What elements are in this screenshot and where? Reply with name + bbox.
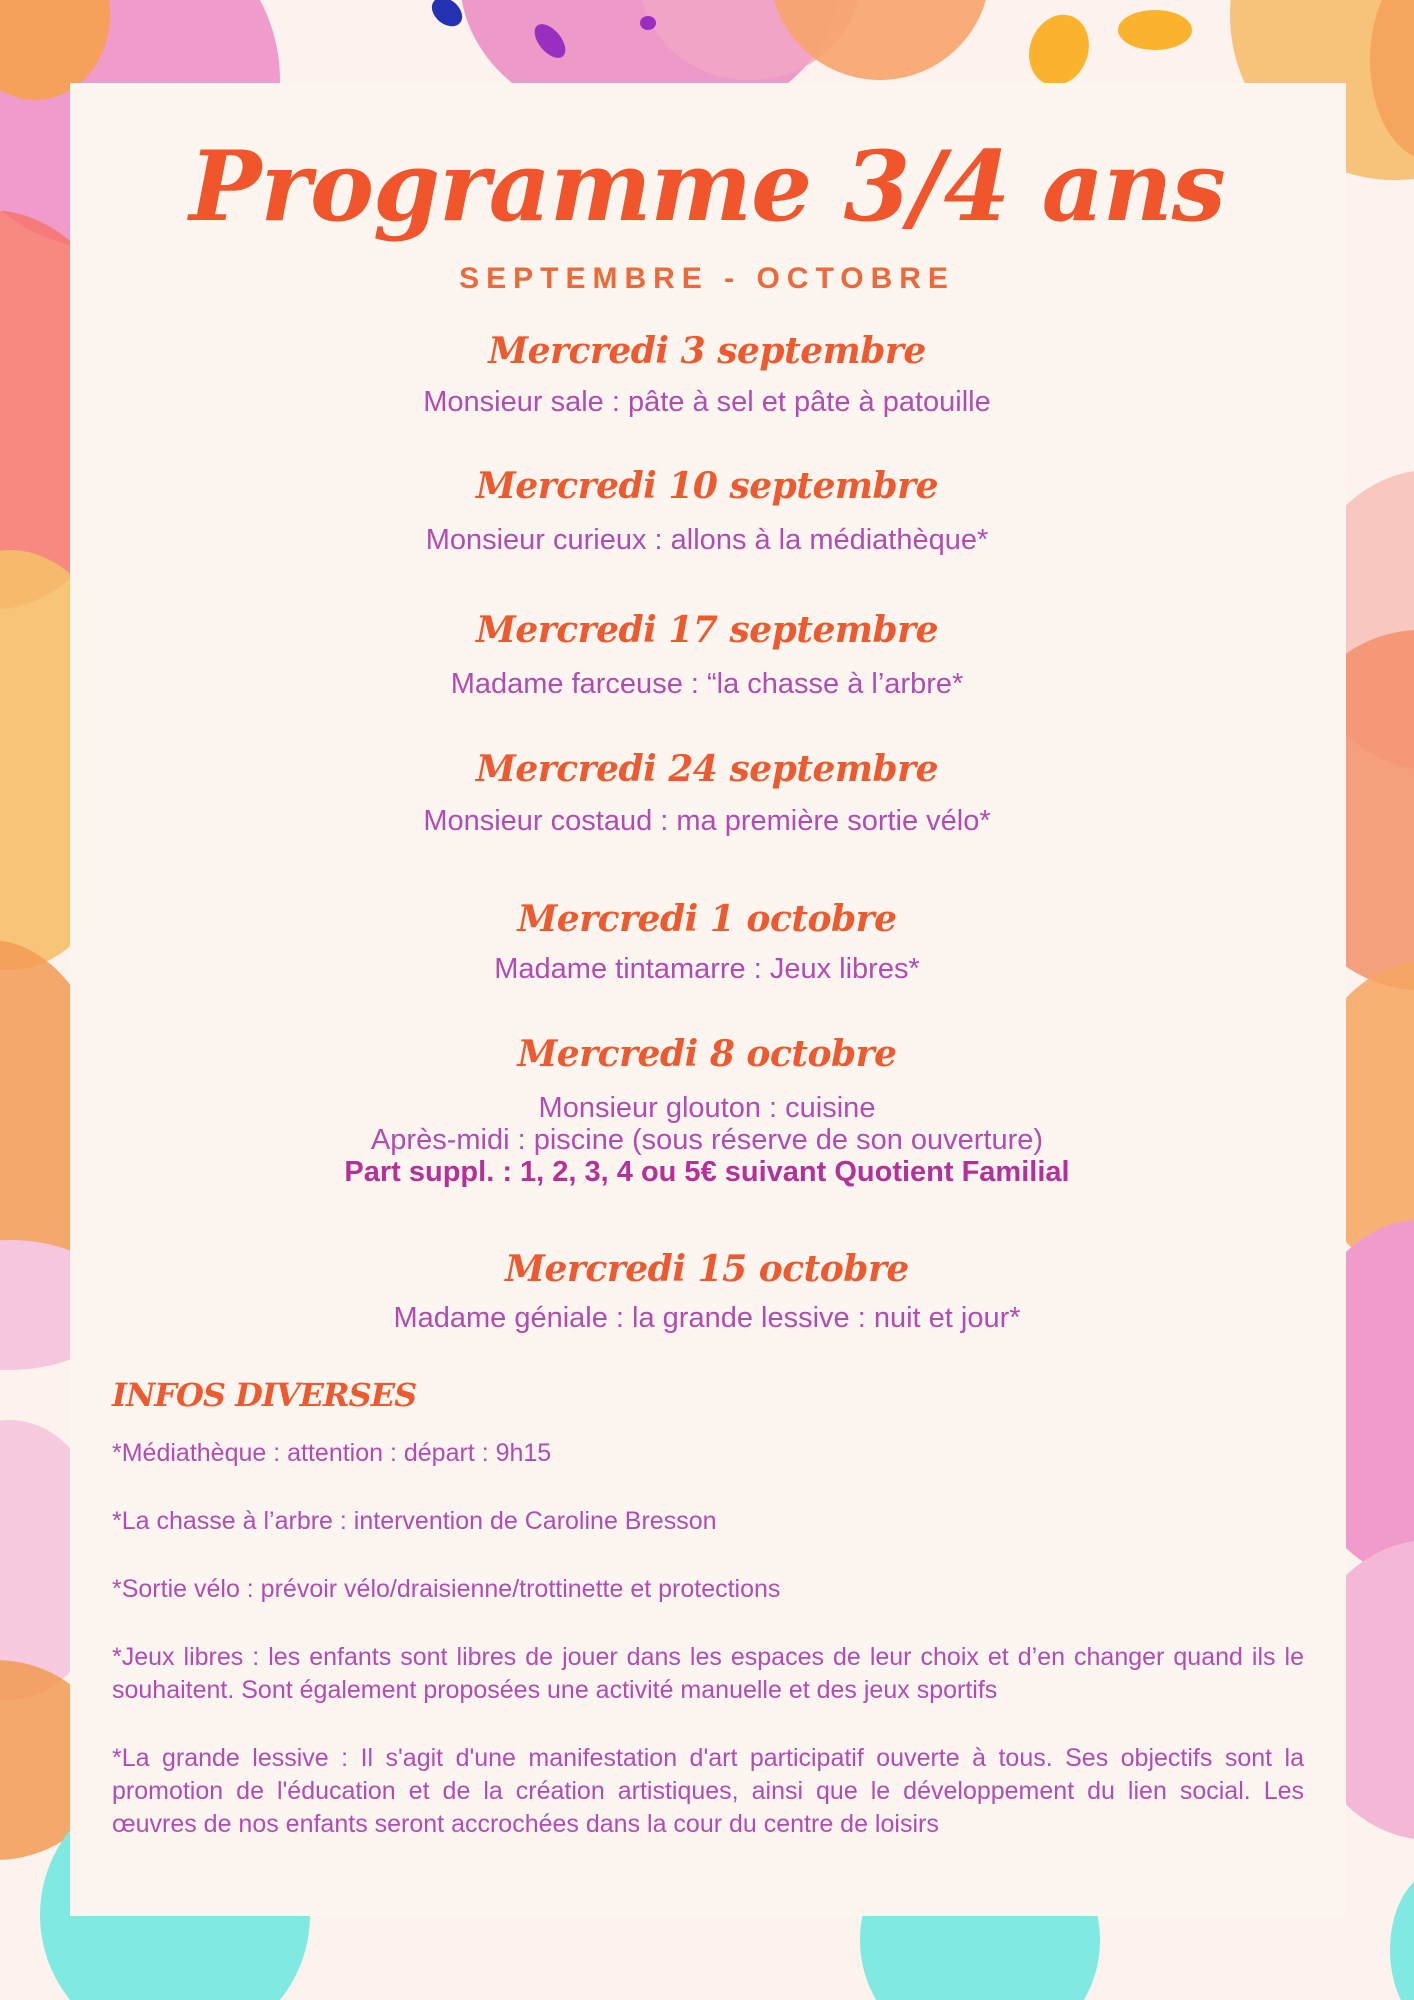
event-description: Monsieur glouton : cuisine: [538, 1092, 876, 1124]
event-description: Monsieur sale : pâte à sel et pâte à patouille: [423, 386, 991, 418]
event-supplement-note: [0, 1156, 1414, 1188]
event-description: Madame géniale : la grande lessive : nuit et jour*: [393, 1302, 1021, 1334]
info-note: *Médiathèque : attention : départ : 9h15: [112, 1439, 552, 1467]
info-note: *Sortie vélo : prévoir vélo/draisienne/trottinette et protections: [112, 1575, 781, 1603]
info-note: *La grande lessive : Il s'agit d'une manifestation d'art participatif ouverte à tous. Ses objectifs sont la promotion de l'éducation et de la création artistiques, ainsi que le développement du lien social. Les œuvres de nos enfants seront accrochées dans la cour du centre de loisirs: [112, 1744, 1304, 1838]
infos-title: INFOS DIVERSES: [112, 1376, 417, 1414]
supplement-text: Part suppl. : 1, 2, 3, 4 ou 5€ suivant Quotient Familial: [344, 1156, 1070, 1188]
event-date: Mercredi 1 octobre: [517, 898, 897, 940]
event-date: Mercredi 17 septembre: [475, 609, 939, 651]
page-subtitle: SEPTEMBRE - OCTOBRE: [459, 262, 955, 295]
event-date: Mercredi 15 octobre: [505, 1248, 909, 1290]
event-description: Monsieur curieux : allons à la médiathèque*: [425, 524, 989, 556]
event-date: Mercredi 10 septembre: [475, 465, 939, 507]
info-note: *La chasse à l’arbre : intervention de Caroline Bresson: [112, 1507, 717, 1535]
event-date: Mercredi 3 septembre: [488, 330, 926, 372]
event-description: Madame farceuse : “la chasse à l’arbre*: [450, 668, 964, 700]
event-description: Monsieur costaud : ma première sortie vélo*: [423, 805, 991, 837]
page-title: Programme 3/4 ans: [189, 130, 1225, 243]
info-note: *Jeux libres : les enfants sont libres de jouer dans les espaces de leur choix et d’en changer quand ils le souhaitent. Sont également proposées une activité manuelle et des jeux sportifs: [112, 1643, 1304, 1704]
event-date: Mercredi 24 septembre: [475, 748, 939, 790]
event-date: Mercredi 8 octobre: [517, 1033, 897, 1075]
event-description: Madame tintamarre : Jeux libres*: [494, 953, 920, 985]
event-description: Après-midi : piscine (sous réserve de son ouverture): [370, 1124, 1044, 1156]
